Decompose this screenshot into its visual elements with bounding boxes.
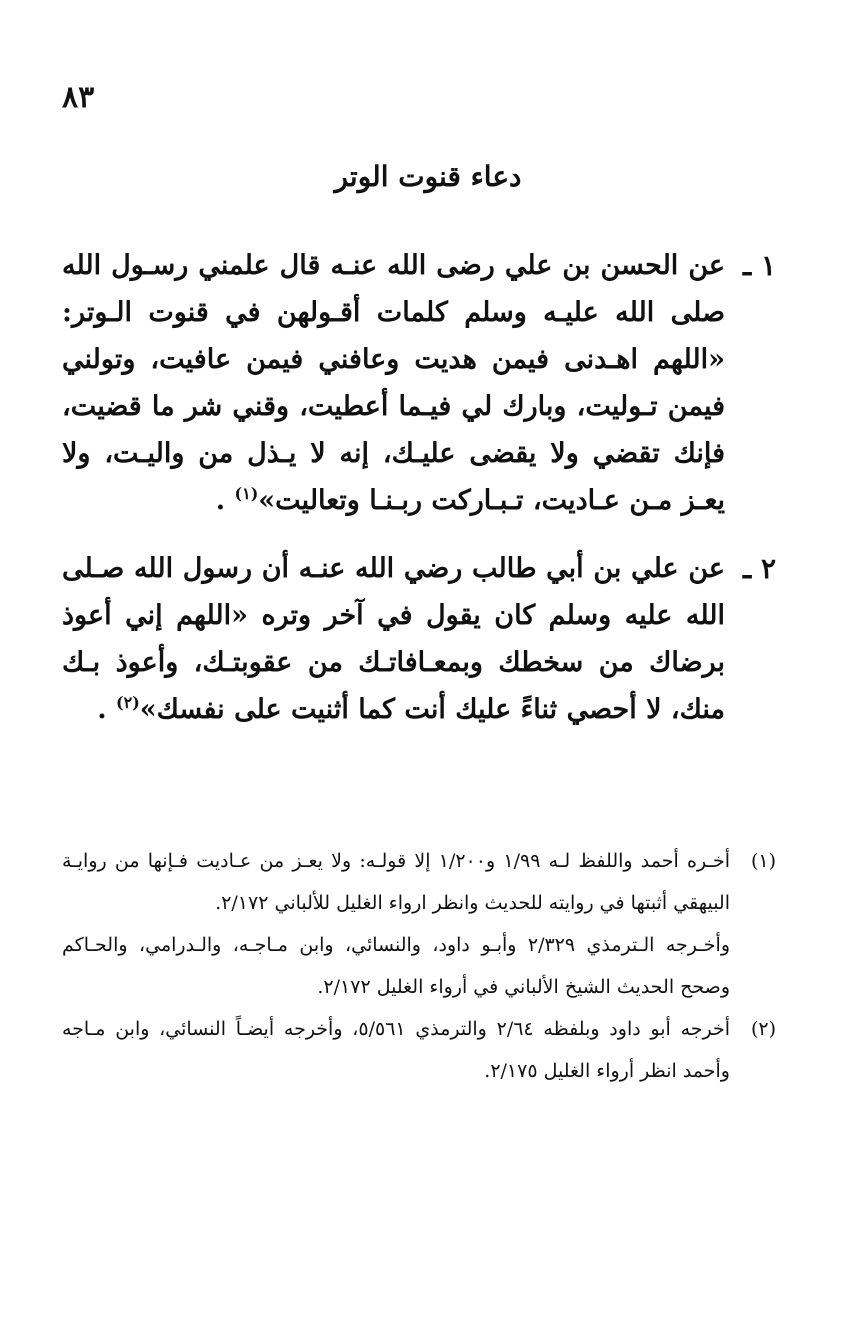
hadith-text [62, 545, 725, 733]
hadith-body: عن الحسن بن علي رضى الله عنـه قال علمني رسـول الله صلى الله عليـه وسلم كلمات أقـولهن في قنوت الـوتر: «اللهم اهـدنى فيمن هديت وعافني فيمن عافيت، وتولني فيمن تـوليت، وبارك لي فيـما أعطيت، وقني شر ما قضيت، فإنك تقضي ولا يقضى عليـك، إنه لا يـذل من واليـت، ولا يعـز مـن عـاديت، تـبـاركت ربـنـا وتعاليت» [62, 250, 725, 516]
footnote-reference: (١) [234, 484, 259, 503]
hadith-item-1 [62, 242, 776, 524]
hadith-end-mark: . [97, 694, 107, 725]
hadith-text [62, 242, 725, 524]
footnotes [62, 840, 776, 1092]
hadith-number: ٢ ـ [743, 552, 776, 585]
footnote-text: أخرجه أبو داود وبلفظه ٢/٦٤ والترمذي ٥/٥٦١، وأخرجه أيضـاً النسائي، وابن مـاجه وأحمد انظر أرواء الغليل ٢/١٧٥. [62, 1018, 731, 1082]
footnote-1 [62, 840, 776, 924]
footnote-reference: (٢) [116, 693, 140, 712]
hadith-end-mark: . [215, 485, 226, 516]
footnote-text: أخـره أحمد واللفظ لـه ١/٩٩ و١/٢٠٠ إلا قولـه: ولا يعـز من عـاديت فـإنها من روايـة البيهقي أثبتها في روايته للحديث وانظر ارواء الغليل للألباني ٢/١٧٢. [62, 850, 731, 914]
hadith-body: عن علي بن أبي طالب رضي الله عنـه أن رسول الله صـلى الله عليه وسلم كان يقول في آخر وتره «اللهم إني أعوذ برضاك من سخطك وبمعـافاتـك من عقوبتـك، وأعوذ بـك منك، لا أحصي ثناءً عليك أنت كما أثنيت على نفسك» [62, 553, 725, 725]
footnote-continuation: وأخـرجه الـترمذي ٢/٣٢٩ وأبـو داود، والنسائي، وابن مـاجـه، والـدرامي، والحـاكم وصحح الحديث الشيخ الألباني في أرواء الغليل ٢/١٧٢. [62, 934, 731, 998]
footnote-2 [62, 1008, 776, 1092]
page-title: دعاء قنوت الوتر [334, 160, 522, 193]
footnote-number: (١) [750, 850, 776, 872]
hadith-item-2 [62, 545, 776, 733]
footnote-number: (٢) [750, 1018, 776, 1040]
page-number: ٨٣ [62, 80, 95, 115]
hadith-number: ١ ـ [743, 249, 776, 282]
